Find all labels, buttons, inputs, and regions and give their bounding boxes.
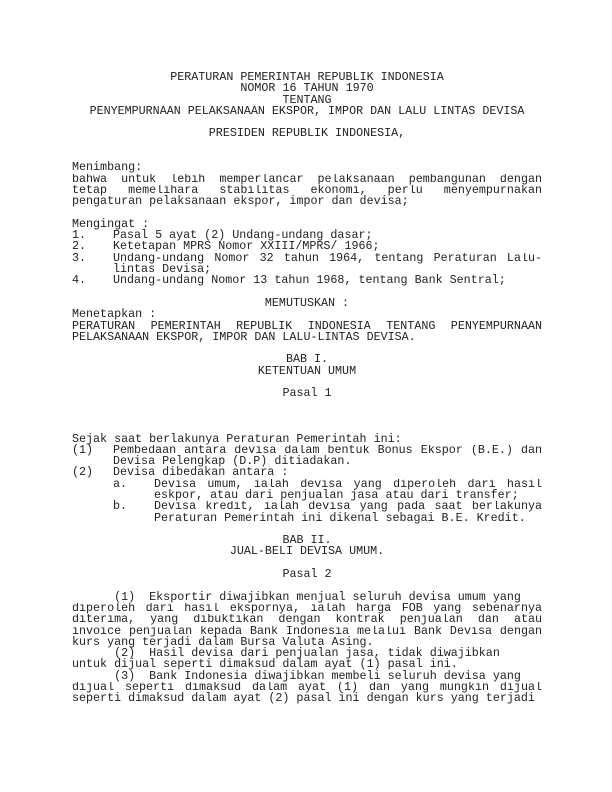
menimbang-line: pengaturan pelaksanaan ekspor, impor dan devisa; (72, 194, 409, 209)
bab2-title: BAB II. (282, 533, 332, 548)
mengingat-item: 1. Pasal 5 ayat (2) Undang-undang dasar; (72, 228, 373, 243)
pasal2-line: diterima, yang dibuktikan dengan kontrak penjualan dan atau (72, 614, 542, 626)
pasal2-line: (3) Bank Indonesia diwajibkan membeli seluruh devisa yang (72, 668, 521, 683)
pasal2-line: kurs yang terjadi dalam Bursa Valuta Asing. (72, 634, 374, 649)
mengingat-item-continued: lintas Devisa; (113, 262, 212, 277)
title-line-1: PERATURAN PEMERINTAH REPUBLIK INDONESIA (170, 70, 444, 84)
pasal2-line: diperoleh dari hasil ekspornya, ialah harga FOB yang sebenarnya (72, 602, 542, 615)
pasal2-line: invoice penjualan kepada Bank Indonesia melalui Bank Devisa dengan (72, 625, 542, 637)
menetapkan-label: Menetapkan : (72, 307, 157, 322)
pasal1-subitem: b. Devisa kredit, ialah devisa yang pada saat berlakunya (113, 499, 542, 514)
mengingat-item: 4. Undang-undang Nomor 13 tahun 1968, tentang Bank Sentral; (72, 273, 506, 288)
pasal1-heading: Pasal 1 (282, 386, 332, 401)
bab1-subtitle: KETENTUAN UMUM (257, 363, 357, 378)
pasal1-subitem-continued: Peraturan Pemerintah ini dikenal sebagai B.E. Kredit. (154, 510, 526, 525)
title-line-3: TENTANG (282, 92, 332, 107)
mengingat-label: Mengingat : (72, 216, 150, 231)
pasal2-line: (2) Hasil devisa dari penjualan jasa, tidak diwajibkan (72, 646, 500, 661)
bab2-subtitle: JUAL-BELI DEVISA UMUM. (229, 544, 385, 559)
bab1-title: BAB I. (285, 352, 329, 367)
menetapkan-line: PELAKSANAAN EKSPOR, IMPOR DAN LALU-LINTAS DEVISA. (72, 329, 416, 344)
pasal2-line: untuk dijual seperti dimaksud dalam ayat (1) pasal ini. (72, 657, 458, 672)
pasal2-line: dijual seperti dimaksud dalam ayat (1) dan yang mungkin dijual (72, 682, 542, 694)
menimbang-line: tetap memelihara stabilitas ekonomi, perlu menyempurnakan (72, 184, 542, 197)
president-heading: PRESIDEN REPUBLIK INDONESIA, (208, 126, 406, 141)
memutuskan-heading: MEMUTUSKAN : (264, 295, 350, 310)
pasal1-subitem: a. Devisa umum, ialah devisa yang diperoleh dari hasil (113, 476, 542, 491)
pasal1-intro: Sejak saat berlakunya Peraturan Pemerintah ini: (72, 431, 402, 446)
mengingat-item: 2. Ketetapan MPRS Nomor XXIII/MPRS/ 1966; (72, 239, 380, 254)
menetapkan-line: PERATURAN PEMERINTAH REPUBLIK INDONESIA TENTANG PENYEMPURNAAN (72, 320, 542, 332)
menimbang-line: bahwa untuk lebih memperlancar pelaksanaan pembangunan dengan (72, 173, 542, 185)
title-line-2: NOMOR 16 TAHUN 1970 (240, 81, 374, 96)
mengingat-item: 3. Undang-undang Nomor 32 tahun 1964, tentang Peraturan Lalu- (72, 250, 542, 265)
title-line-4: PENYEMPURNAAN PELAKSANAAN EKSPOR, IMPOR DAN LALU LINTAS DEVISA (89, 103, 525, 118)
pasal1-item: (1) Pembedaan antara devisa dalam bentuk Bonus Ekspor (B.E.) dan (72, 442, 542, 457)
pasal1-item: (2) Devisa dibedakan antara : (72, 465, 289, 480)
pasal1-subitem-continued: eskpor, atau dari penjualan jasa atau dari transfer; (154, 487, 519, 502)
pasal2-line: (1) Eksportir diwajibkan menjual seluruh devisa umum yang (72, 589, 521, 604)
pasal2-line: seperti dimaksud dalam ayat (2) pasal ini dengan kurs yang terjadi (72, 691, 535, 706)
pasal2-heading: Pasal 2 (282, 567, 332, 582)
menimbang-label: Menimbang: (72, 160, 143, 175)
pasal1-item-continued: Devisa Pelengkap (D.P) ditiadakan. (113, 454, 352, 469)
document-page (72, 72, 542, 705)
